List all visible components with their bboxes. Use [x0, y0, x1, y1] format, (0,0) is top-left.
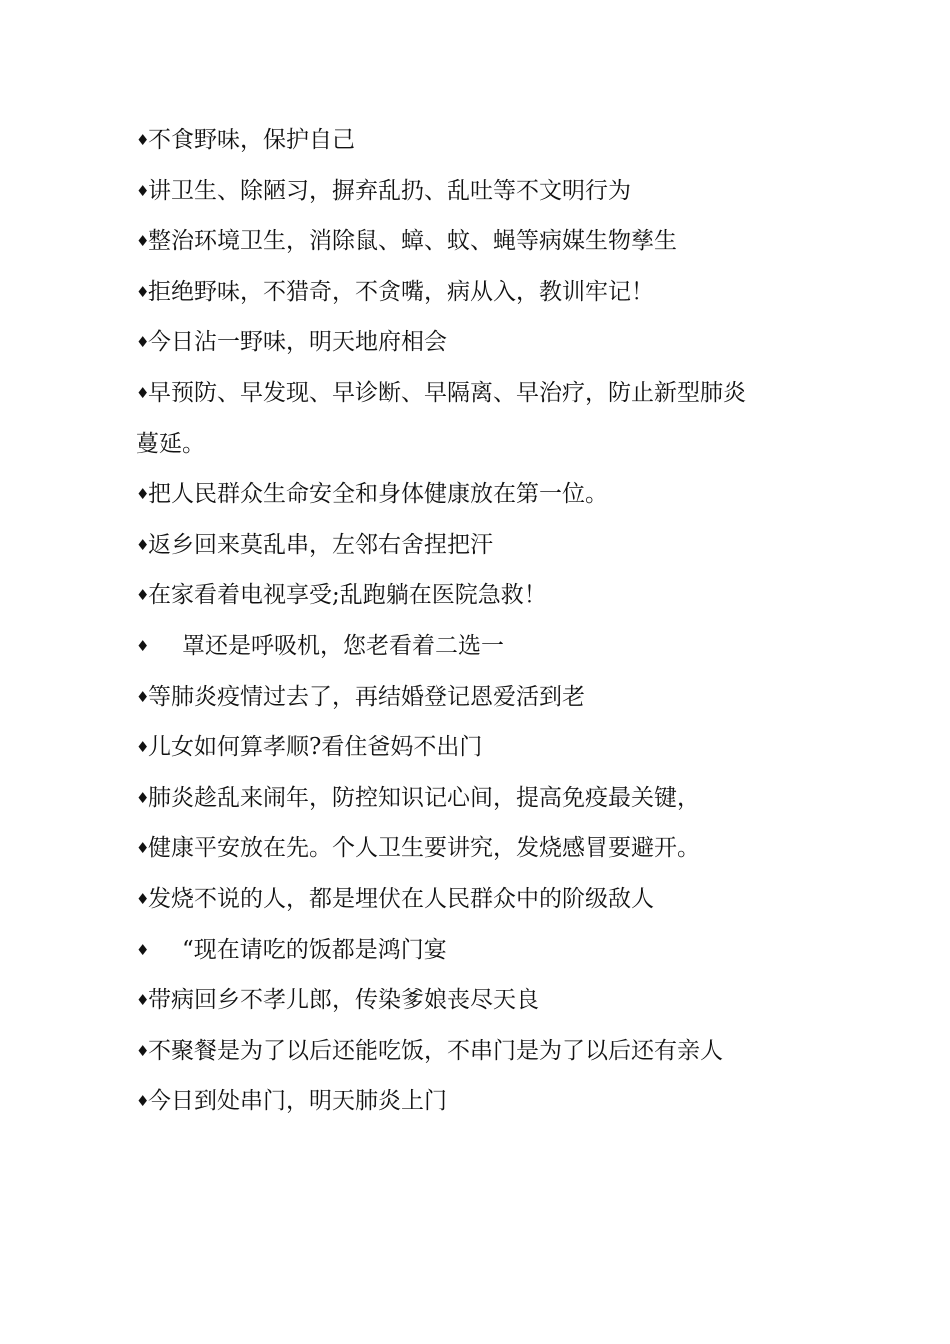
- slogan-text: 肺炎趁乱来闹年，防控知识记心间，提高免疫最关键，: [148, 784, 700, 811]
- diamond-bullet-icon: ♦: [136, 181, 150, 200]
- slogan-item: [136, 1026, 746, 1077]
- slogan-item: [136, 1076, 746, 1127]
- diamond-bullet-icon: ♦: [136, 1092, 150, 1111]
- slogan-text: 不食野味，保护自己: [148, 127, 355, 153]
- diamond-bullet-icon: ♦: [136, 687, 150, 706]
- slogan-text: 罩还是呼吸机，您老看着二选一: [182, 632, 504, 659]
- slogan-item: [136, 520, 746, 571]
- slogan-item: [136, 925, 746, 976]
- slogan-item: [136, 570, 746, 621]
- diamond-bullet-icon: ♦: [136, 485, 150, 504]
- slogan-text: 返乡回来莫乱串，左邻右舍捏把汗: [148, 531, 493, 558]
- diamond-bullet-icon: ♦: [136, 738, 150, 757]
- slogan-item: [136, 368, 746, 469]
- slogan-text: 讲卫生、除陋习，摒弃乱扔、乱吐等不文明行为: [148, 177, 631, 204]
- slogan-list: [136, 115, 746, 1127]
- diamond-bullet-icon: ♦: [136, 889, 150, 908]
- diamond-bullet-icon: ♦: [136, 1041, 150, 1060]
- slogan-item: [136, 317, 746, 368]
- slogan-text: 今日到处串门，明天肺炎上门: [148, 1088, 447, 1115]
- diamond-bullet-icon: ♦: [136, 383, 150, 402]
- slogan-item: [136, 722, 746, 773]
- slogan-text: “现在请吃的饭都是鸿门宴: [182, 936, 447, 963]
- slogan-item: [136, 874, 746, 925]
- slogan-text: 在家看着电视享受;乱跑躺在医院急救！: [148, 582, 547, 609]
- diamond-bullet-icon: ♦: [136, 636, 150, 655]
- slogan-text: 拒绝野味，不猎奇，不贪嘴，病从入，教训牢记！: [148, 278, 654, 305]
- slogan-item: [136, 823, 746, 874]
- slogan-text: 带病回乡不孝儿郎，传染爹娘丧尽天良: [148, 987, 539, 1014]
- diamond-bullet-icon: ♦: [136, 788, 150, 807]
- slogan-item: [136, 672, 746, 723]
- slogan-text: 今日沾一野味，明天地府相会: [148, 329, 447, 356]
- slogan-item: [136, 773, 746, 824]
- diamond-bullet-icon: ♦: [136, 131, 150, 149]
- slogan-item: [136, 267, 746, 318]
- diamond-bullet-icon: ♦: [136, 232, 150, 251]
- diamond-bullet-icon: ♦: [136, 333, 150, 352]
- slogan-text: 等肺炎疫情过去了，再结婚登记恩爱活到老: [148, 683, 585, 710]
- slogan-text: 儿女如何算孝顺?看住爸妈不出门: [148, 734, 483, 761]
- slogan-item: [136, 621, 746, 672]
- slogan-text: 健康平安放在先。个人卫生要讲究，发烧感冒要避开。: [148, 835, 700, 862]
- slogan-text: 不聚餐是为了以后还能吃饭，不串门是为了以后还有亲人: [148, 1037, 723, 1064]
- slogan-text: 整治环境卫生，消除鼠、蟑、蚊、蝇等病媒生物孳生: [148, 228, 677, 255]
- slogan-text: 早预防、早发现、早诊断、早隔离、早治疗，防止新型肺炎蔓延。: [136, 379, 746, 457]
- slogan-text: 把人民群众生命安全和身体健康放在第一位。: [148, 481, 608, 508]
- slogan-text: 发烧不说的人，都是埋伏在人民群众中的阶级敌人: [148, 885, 654, 912]
- slogan-item: [136, 166, 746, 217]
- diamond-bullet-icon: ♦: [136, 586, 150, 605]
- slogan-item: [136, 216, 746, 267]
- diamond-bullet-icon: ♦: [136, 282, 150, 301]
- slogan-item: [136, 469, 746, 520]
- slogan-item: [136, 115, 746, 166]
- slogan-item: [136, 975, 746, 1026]
- diamond-bullet-icon: ♦: [136, 991, 150, 1010]
- diamond-bullet-icon: ♦: [136, 940, 150, 959]
- diamond-bullet-icon: ♦: [136, 839, 150, 858]
- diamond-bullet-icon: ♦: [136, 535, 150, 554]
